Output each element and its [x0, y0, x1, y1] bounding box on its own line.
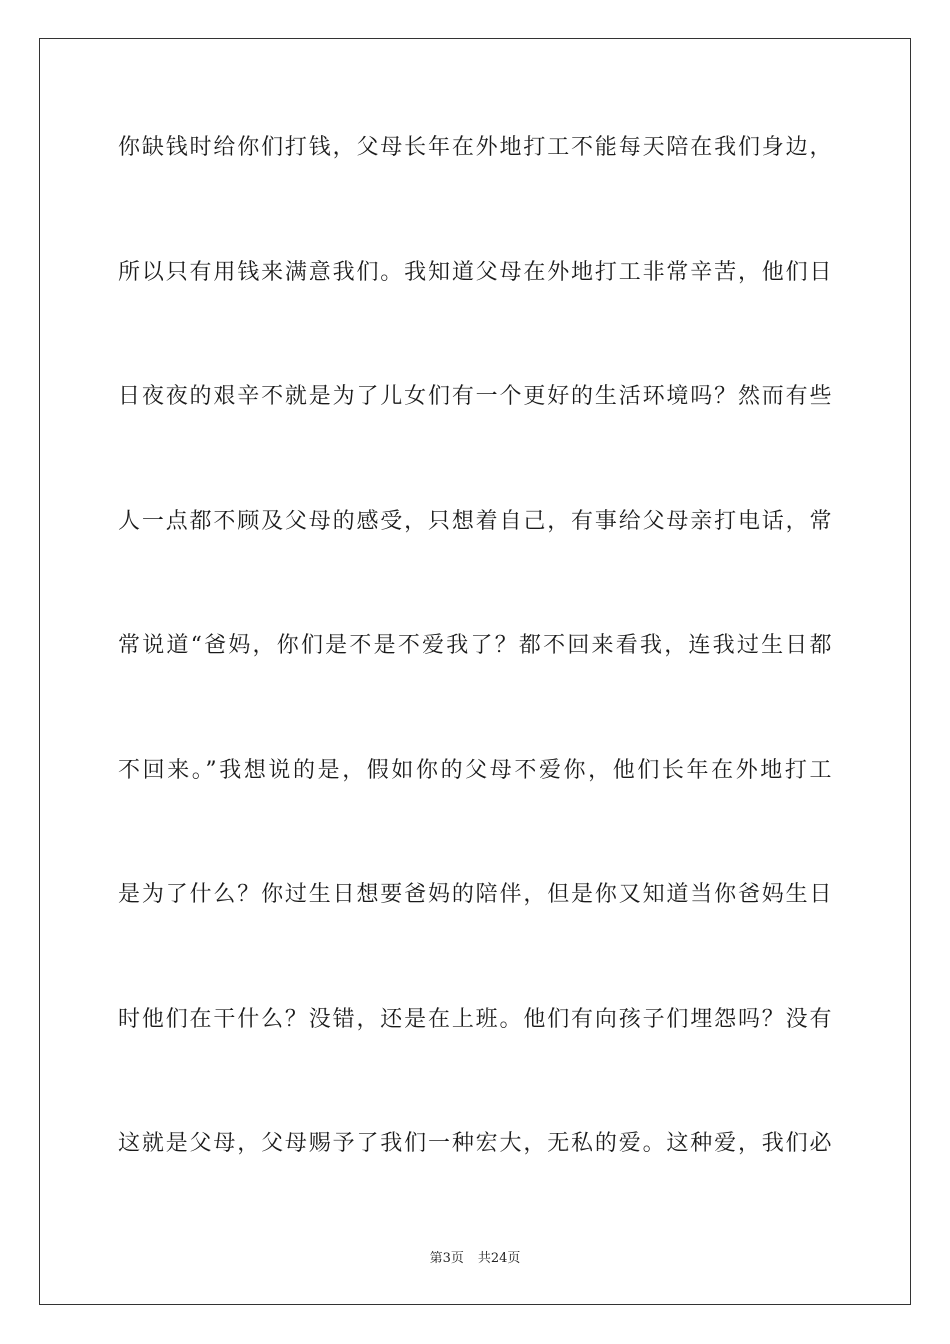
- page-number: 第3页: [429, 1251, 464, 1266]
- page-border: [39, 38, 911, 1305]
- text-line-8: 时他们在干什么？没错，还是在上班。他们有向孩子们埋怨吗？没有: [118, 1007, 832, 1032]
- text-line-3: 日夜夜的艰辛不就是为了儿女们有一个更好的生活环境吗？然而有些: [118, 384, 832, 409]
- text-line-6: 不回来。”我想说的是，假如你的父母不爱你，他们长年在外地打工: [118, 758, 832, 783]
- text-line-7: 是为了什么？你过生日想要爸妈的陪伴，但是你又知道当你爸妈生日: [118, 882, 832, 907]
- text-line-2: 所以只有用钱来满意我们。我知道父母在外地打工非常辛苦，他们日: [118, 260, 832, 285]
- page-footer: [0, 1247, 950, 1266]
- text-line-5: 常说道“爸妈，你们是不是不爱我了？都不回来看我，连我过生日都: [118, 633, 832, 658]
- text-line-1: 你缺钱时给你们打钱，父母长年在外地打工不能每天陪在我们身边，: [118, 135, 832, 160]
- text-line-9: 这就是父母，父母赐予了我们一种宏大，无私的爱。这种爱，我们必: [118, 1131, 832, 1156]
- page-total: 共24页: [477, 1251, 521, 1266]
- text-line-4: 人一点都不顾及父母的感受，只想着自己，有事给父母亲打电话，常: [118, 509, 832, 534]
